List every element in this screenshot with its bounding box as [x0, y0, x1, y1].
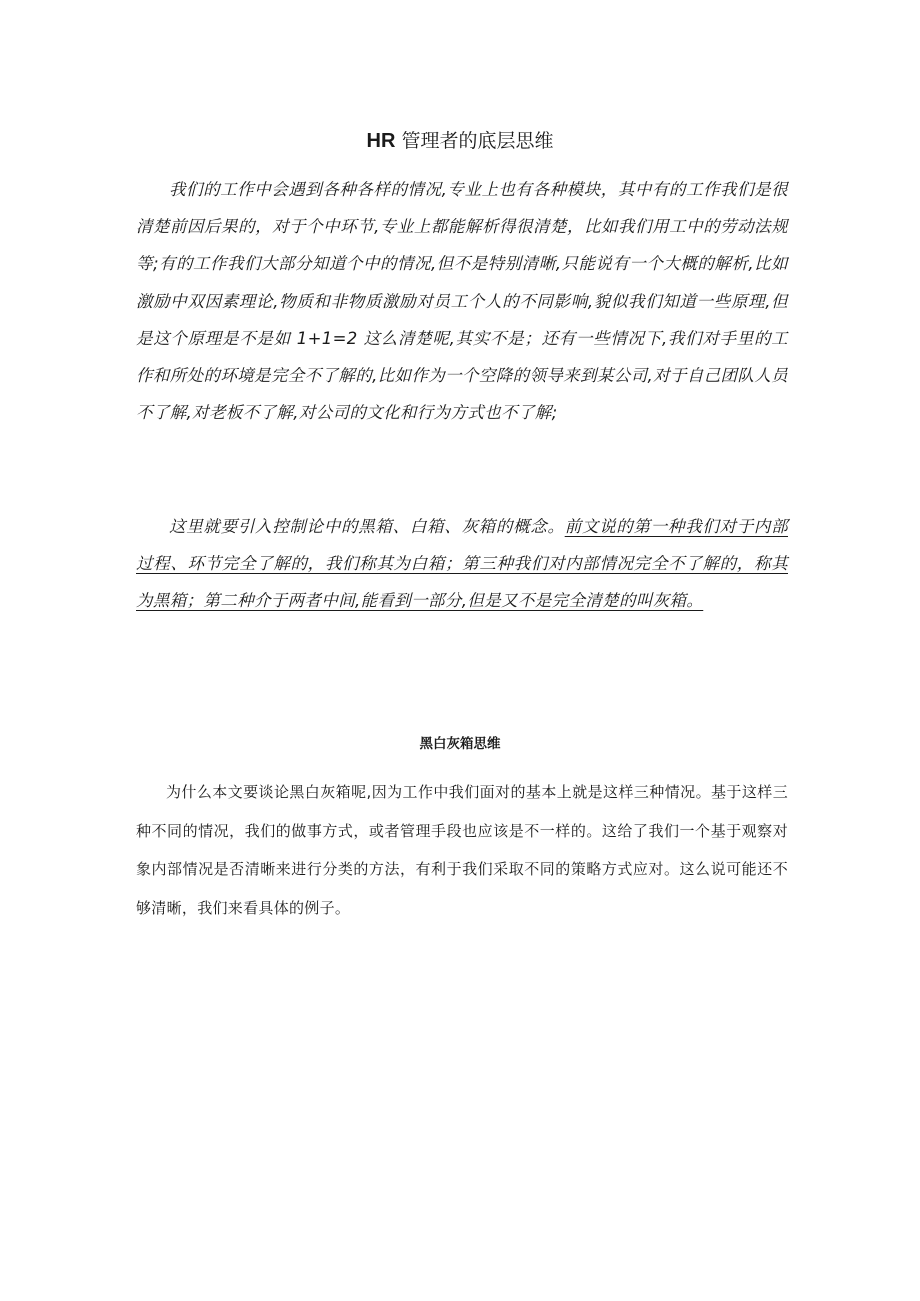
document-title [0, 126, 920, 156]
concept-intro-text: 这里就要引入控制论中的黑箱、白箱、灰箱的概念。 [169, 517, 565, 536]
section-paragraph: 为什么本文要谈论黑白灰箱呢,因为工作中我们面对的基本上就是这样三种情况。基于这样三种不同的情况，我们的做事方式，或者管理手段也应该是不一样的。这给了我们一个基于观察对象内部情况是否清晰来进行分类的方法，有利于我们采取不同的策略方式应对。这么说可能还不够清晰，我们来看具体的例子。 [136, 783, 788, 917]
document-title-text: 管理者的底层思维 [401, 130, 554, 152]
intro-paragraph: 我们的工作中会遇到各种各样的情况,专业上也有各种模块，其中有的工作我们是很清楚前因后果的，对于个中环节,专业上都能解析得很清楚，比如我们用工中的劳动法规等;有的工作我们大部分知道个中的情况,但不是特别清晰,只能说有一个大概的解析,比如激励中双因素理论,物质和非物质激励对员工个人的不同影响,貌似我们知道一些原理,但是这个原理是不是如 1+1=2 这么清楚呢,其实不是；还有一些情况下,我们对手里的工作和所处的环境是完全不了解的,比如作为一个空降的领导来到某公司,对于自己团队人员不了解,对老板不了解,对公司的文化和行为方式也不了解; [136, 180, 788, 423]
document-title-latin: HR [366, 130, 396, 152]
concept-paragraph [136, 508, 788, 620]
concept-definition-text: 前文说的第一种我们对于内部过程、环节完全了解的，我们称其为白箱；第三种我们对内部情况完全不了解的，称其为黑箱；第二种介于两者中间,能看到一部分,但是又不是完全清楚的叫灰箱。 [136, 517, 788, 611]
section-heading: 黑白灰箱思维 [419, 736, 501, 752]
